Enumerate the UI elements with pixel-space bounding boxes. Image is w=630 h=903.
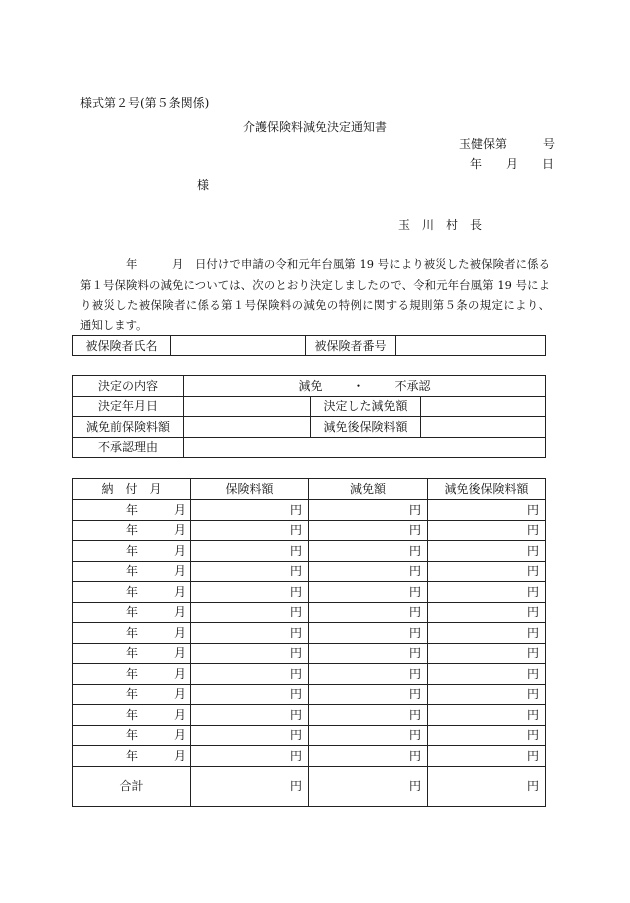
decision-content-options: [184, 376, 546, 397]
payment-month-cell: 年 月: [73, 684, 191, 705]
payment-month-cell: 年 月: [73, 582, 191, 603]
payment-month-cell: 年 月: [73, 746, 191, 767]
payment-row: [73, 705, 546, 726]
total-label: 合計: [73, 766, 191, 807]
rejection-reason-row: [73, 437, 546, 458]
premium-amount-cell: 円: [191, 541, 309, 562]
decision-content-label: 決定の内容: [73, 376, 184, 397]
premium-amount-row: [73, 417, 546, 438]
after-premium-value: [421, 417, 546, 438]
premium-amount-cell: 円: [191, 705, 309, 726]
payment-month-cell: 年 月: [73, 725, 191, 746]
decision-date-row: [73, 396, 546, 417]
after-reduction-amount-cell: 円: [428, 500, 546, 521]
decision-date-label: 決定年月日: [73, 396, 184, 417]
after-reduction-amount-cell: 円: [428, 664, 546, 685]
option-reduction: 減免: [298, 378, 323, 393]
after-reduction-amount-cell: 円: [428, 725, 546, 746]
payment-month-cell: 年 月: [73, 541, 191, 562]
after-premium-label: 減免後保険料額: [311, 417, 421, 438]
premium-amount-cell: 円: [191, 643, 309, 664]
before-premium-label: 減免前保険料額: [73, 417, 184, 438]
premium-amount-cell: 円: [191, 602, 309, 623]
insured-row: [73, 336, 546, 356]
reduction-amount-cell: 円: [309, 602, 428, 623]
payment-row: [73, 623, 546, 644]
payment-row: [73, 500, 546, 521]
premium-amount-cell: 円: [191, 684, 309, 705]
premium-amount-cell: 円: [191, 582, 309, 603]
notice-line-3: り被災した被保険者に係る第１号保険料の減免の特例に関する規則第５条の規定により、: [80, 298, 550, 312]
payment-row: [73, 520, 546, 541]
total-after-reduction-cell: 円: [428, 766, 546, 807]
payment-month-cell: 年 月: [73, 602, 191, 623]
header-after-reduction: 減免後保険料額: [428, 479, 546, 500]
insured-name-value: [171, 336, 306, 356]
reduction-amount-cell: 円: [309, 643, 428, 664]
reduction-amount-cell: 円: [309, 541, 428, 562]
payment-row: [73, 664, 546, 685]
recipient-honorific: 様: [197, 178, 210, 192]
after-reduction-amount-cell: 円: [428, 541, 546, 562]
payment-header-row: [73, 479, 546, 500]
notice-line-4: 通知します。: [80, 318, 148, 332]
reduction-amount-cell: 円: [309, 705, 428, 726]
header-reduction: 減免額: [309, 479, 428, 500]
payment-month-cell: 年 月: [73, 623, 191, 644]
payment-rows: [73, 500, 546, 767]
total-reduction-cell: 円: [309, 766, 428, 807]
before-premium-value: [184, 417, 311, 438]
payment-row: [73, 582, 546, 603]
payment-month-cell: 年 月: [73, 705, 191, 726]
option-rejection: 不承認: [394, 378, 431, 393]
form-number: 様式第２号(第５条関係): [80, 96, 210, 110]
insured-number-value: [396, 336, 546, 356]
premium-amount-cell: 円: [191, 725, 309, 746]
after-reduction-amount-cell: 円: [428, 684, 546, 705]
decision-table: [72, 375, 546, 458]
rejection-reason-label: 不承認理由: [73, 437, 184, 458]
decision-content-row: [73, 376, 546, 397]
payment-row: [73, 602, 546, 623]
after-reduction-amount-cell: 円: [428, 602, 546, 623]
premium-amount-cell: 円: [191, 500, 309, 521]
decision-date-value: [184, 396, 311, 417]
payment-row: [73, 684, 546, 705]
after-reduction-amount-cell: 円: [428, 582, 546, 603]
payment-row: [73, 725, 546, 746]
payment-month-cell: 年 月: [73, 561, 191, 582]
after-reduction-amount-cell: 円: [428, 561, 546, 582]
premium-amount-cell: 円: [191, 520, 309, 541]
after-reduction-amount-cell: 円: [428, 520, 546, 541]
premium-amount-cell: 円: [191, 664, 309, 685]
payment-month-cell: 年 月: [73, 520, 191, 541]
reduction-amount-cell: 円: [309, 582, 428, 603]
document-number: 玉健保第 号: [459, 137, 556, 151]
payment-total: [73, 766, 546, 807]
reduction-amount-label: 決定した減免額: [311, 396, 421, 417]
payment-month-cell: 年 月: [73, 500, 191, 521]
insured-number-label: 被保険者番号: [306, 336, 396, 356]
payment-row: [73, 746, 546, 767]
payment-month-cell: 年 月: [73, 643, 191, 664]
document-title: 介護保険料減免決定通知書: [243, 120, 388, 134]
insured-name-label: 被保険者氏名: [73, 336, 171, 356]
header-payment-month: 納 付 月: [73, 479, 191, 500]
payment-row: [73, 643, 546, 664]
reduction-amount-cell: 円: [309, 500, 428, 521]
option-separator: ・: [352, 378, 365, 393]
issuer-name: 玉 川 村 長: [398, 218, 483, 232]
reduction-amount-cell: 円: [309, 520, 428, 541]
reduction-amount-cell: 円: [309, 684, 428, 705]
insured-table: [72, 335, 546, 356]
notice-line-2: 第１号保険料の減免については、次のとおり決定しましたので、令和元年台風第 19 号によ: [80, 278, 550, 292]
reduction-amount-cell: 円: [309, 561, 428, 582]
after-reduction-amount-cell: 円: [428, 643, 546, 664]
notice-line-1: 年 月 日付けで申請の令和元年台風第 19 号により被災した被保険者に係る: [126, 257, 550, 271]
reduction-amount-value: [421, 396, 546, 417]
reduction-amount-cell: 円: [309, 623, 428, 644]
total-row: [73, 766, 546, 807]
issue-date: 年 月 日: [470, 157, 555, 171]
rejection-reason-value: [184, 437, 546, 458]
total-premium-cell: 円: [191, 766, 309, 807]
reduction-amount-cell: 円: [309, 746, 428, 767]
reduction-amount-cell: 円: [309, 664, 428, 685]
premium-amount-cell: 円: [191, 746, 309, 767]
after-reduction-amount-cell: 円: [428, 705, 546, 726]
payment-month-cell: 年 月: [73, 664, 191, 685]
header-premium: 保険料額: [191, 479, 309, 500]
after-reduction-amount-cell: 円: [428, 746, 546, 767]
reduction-amount-cell: 円: [309, 725, 428, 746]
premium-amount-cell: 円: [191, 623, 309, 644]
premium-amount-cell: 円: [191, 561, 309, 582]
payment-row: [73, 561, 546, 582]
after-reduction-amount-cell: 円: [428, 623, 546, 644]
payment-row: [73, 541, 546, 562]
payment-table: [72, 478, 546, 807]
